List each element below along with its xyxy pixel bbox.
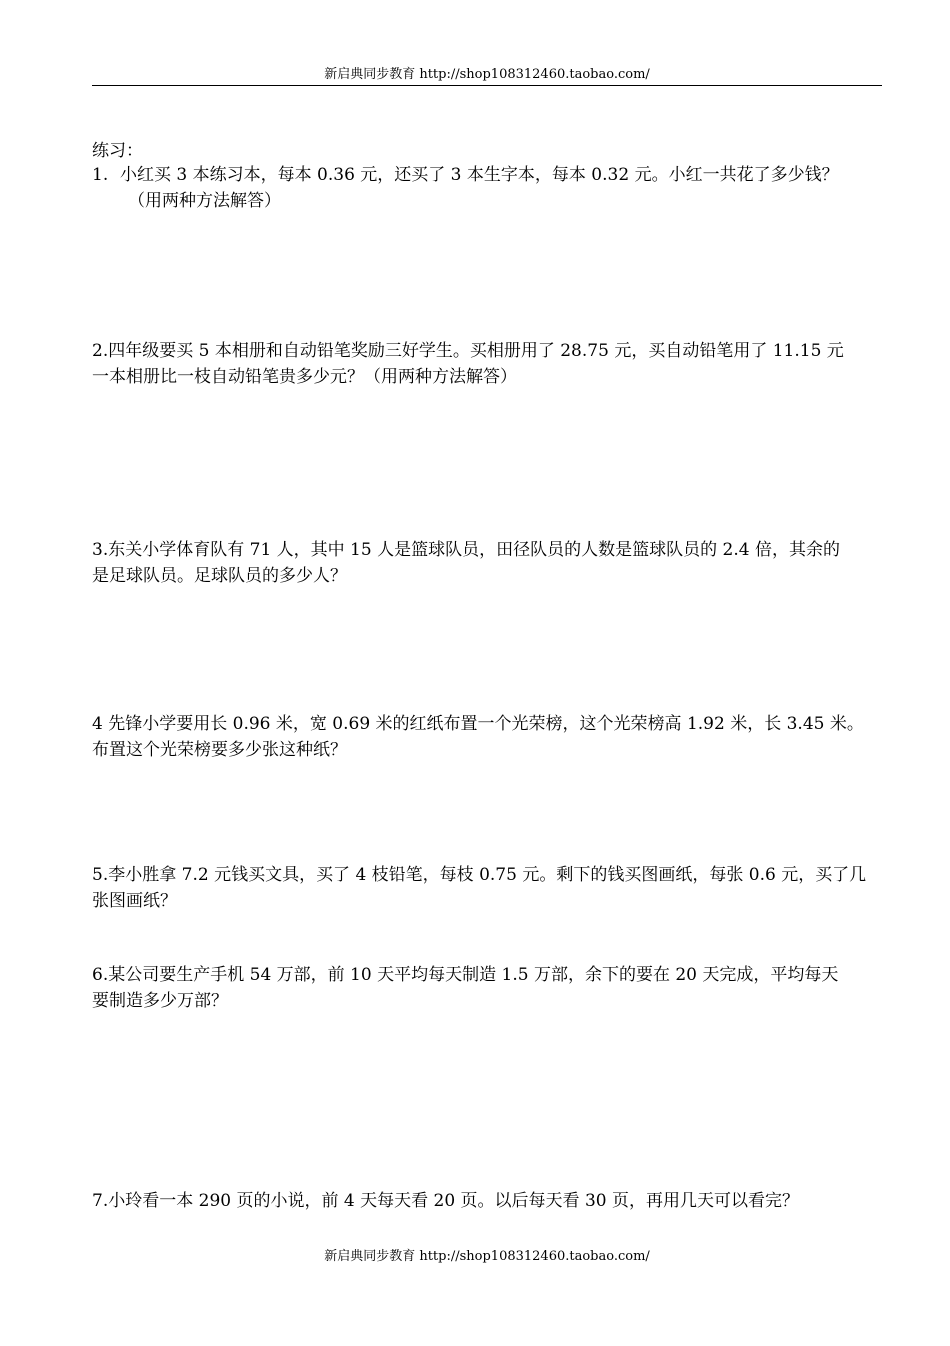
problem-4 [92, 711, 882, 763]
problem-1-number: 1. [92, 165, 109, 185]
page-footer: 新启典同步教育 http://shop108312460.taobao.com/ [324, 1249, 650, 1264]
problem-2-line-2: 一本相册比一枝自动铅笔贵多少元？（用两种方法解答） [92, 367, 517, 387]
problem-5-line-2: 张图画纸？ [92, 891, 177, 911]
problem-1-line-1 [92, 162, 882, 188]
problem-6-line-2: 要制造多少万部？ [92, 991, 228, 1011]
problem-1-line-2: （用两种方法解答） [128, 191, 281, 211]
section-title: 练习： [92, 141, 143, 161]
problem-4-line-1: 4 先锋小学要用长 0.96 米，宽 0.69 米的红纸布置一个光荣榜，这个光荣榜高 1.92 米，长 3.45 米。 [92, 714, 864, 734]
problem-7 [92, 1188, 882, 1214]
problem-6-line-1: 6.某公司要生产手机 54 万部，前 10 天平均每天制造 1.5 万部，余下的要在 20 天完成，平均每天 [92, 965, 839, 985]
problem-1-text: 小红买 3 本练习本，每本 0.36 元，还买了 3 本生字本，每本 0.32 元。小红一共花了多少钱？ [120, 165, 839, 185]
problem-3 [92, 537, 882, 589]
problem-3-line-1: 3.东关小学体育队有 71 人，其中 15 人是篮球队员，田径队员的人数是篮球队员的 2.4 倍，其余的 [92, 540, 840, 560]
problem-5-line-1: 5.李小胜拿 7.2 元钱买文具，买了 4 枝铅笔，每枝 0.75 元。剩下的钱买图画纸，每张 0.6 元，买了几 [92, 865, 867, 885]
problem-7-line-1: 7.小玲看一本 290 页的小说，前 4 天每天看 20 页。以后每天看 30 页，再用几天可以看完？ [92, 1191, 799, 1211]
problem-1 [92, 162, 882, 214]
problem-2-line-1: 2.四年级要买 5 本相册和自动铅笔奖励三好学生。买相册用了 28.75 元，买自动铅笔用了 11.15 元 [92, 341, 844, 361]
page-header: 新启典同步教育 http://shop108312460.taobao.com/ [324, 67, 650, 82]
header-divider [92, 85, 882, 86]
problem-5 [92, 862, 882, 914]
problem-3-line-2: 是足球队员。足球队员的多少人？ [92, 566, 347, 586]
problem-6 [92, 962, 882, 1014]
problem-2 [92, 338, 882, 390]
problem-4-line-2: 布置这个光荣榜要多少张这种纸？ [92, 740, 347, 760]
